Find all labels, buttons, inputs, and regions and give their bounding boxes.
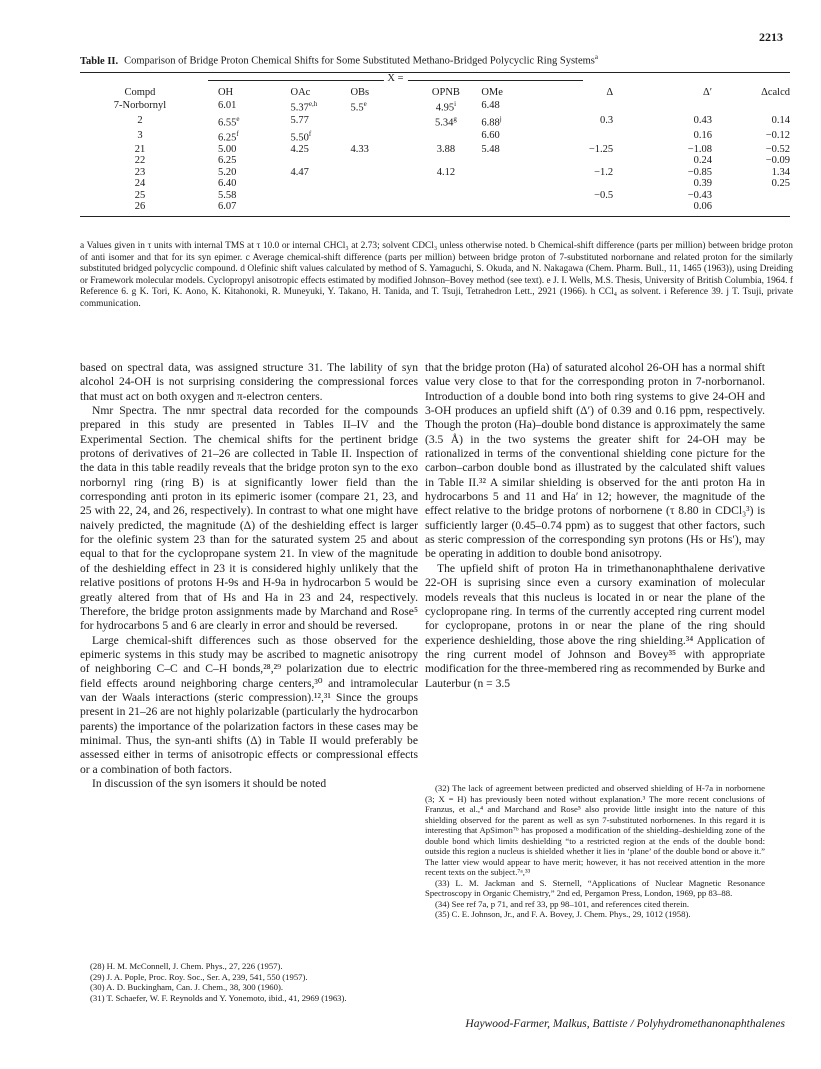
- cell-oh: 6.25$^f$: [217, 129, 239, 143]
- cell-dp: 0.16: [693, 130, 712, 142]
- cell-dp: 0.06: [693, 201, 712, 212]
- cell-obs: [350, 178, 410, 190]
- header-delta: Δ: [606, 87, 614, 98]
- cell-compd: 7-Norbornyl: [113, 100, 167, 112]
- cell-dp: 0.43: [693, 115, 712, 127]
- cell-dp: 0.24: [693, 155, 712, 166]
- cell-ome: 6.48: [481, 100, 500, 112]
- cell-opnb: 3.88: [436, 143, 456, 155]
- cell-dc: 1.34: [771, 166, 790, 178]
- reference: (30) A. D. Buckingham, Can. J. Chem., 38, 300 (1960).: [90, 982, 284, 992]
- cell-ome: [481, 167, 546, 179]
- cell-d: [547, 201, 623, 213]
- data-table: [80, 68, 790, 217]
- paragraph: Large chemical-shift differences such as those observed for the epimeric systems in this study may be ascribed to magnetic anisotropy of neighboring C–C and C–H bonds,²⁸,²⁹ polarization due to electric field effects around neighboring charge centers,³⁰ and intramolecular van der Waals interactions (steric compression).¹²,³¹ Since the groups present in 21–26 are not highly polarizable (particularly the hydrocarbon parents) the importance of the polarization factors in these cases may be minimal. Thus, the syn-anti shifts (Δ) in Table II would preferably be assessed either in terms of anisotropic effects or compressional effects or a combination of both factors.: [80, 633, 418, 776]
- table-row: [80, 167, 790, 179]
- cell-ome: 6.60: [481, 130, 500, 142]
- cell-opnb: [410, 190, 481, 202]
- table-row: [80, 114, 790, 129]
- cell-ome: [481, 190, 546, 202]
- cell-oac: [290, 190, 350, 202]
- cell-obs: [350, 129, 410, 144]
- cell-ome: [481, 155, 546, 167]
- cell-oh: 6.01: [217, 100, 237, 112]
- cell-oac: [290, 201, 350, 213]
- cell-opnb: [410, 129, 481, 144]
- reference: (31) T. Schaefer, W. F. Reynolds and Y. Yonemoto, ibid., 41, 2969 (1963).: [90, 992, 347, 1003]
- cell-oac: 4.25: [290, 143, 309, 155]
- cell-oac: 5.77: [290, 115, 309, 127]
- cell-oh: 6.07: [217, 201, 237, 212]
- cell-dp: 0.39: [693, 178, 712, 189]
- reference: (32) The lack of agreement between predicted and observed shielding of H-7a in norbornene (3; X = H) has previously been noted without explanation.³ The more recent conclusions of Franzus, et al.,⁴ and Marchand and Rose⁵ also provide little insight into the nature of this shielding observed for the parent as well as syn 7-substituted norbornenes. In this regard it is interesting that ApSimon⁷ᵇ has proposed a modification of the shielding–deshielding zone of the double bond which limits deshielding “to a restricted region at the ends of the double bond: outside this region a nucleus is shielded whether it lies in ‘plane’ of the double bond or above it.” The latter view would appear to have merit; however, it has not received attention in the more recent texts on the subject.⁷ᵃ,³³: [425, 783, 765, 877]
- table-row: [80, 155, 790, 167]
- cell-dp: [623, 99, 730, 114]
- reference: (35) C. E. Johnson, Jr., and F. A. Bovey, J. Chem. Phys., 29, 1012 (1958).: [435, 909, 691, 919]
- cell-ome: [481, 178, 546, 190]
- cell-compd: 26: [134, 201, 146, 212]
- header-compd: Compd: [124, 87, 156, 98]
- reference: (33) L. M. Jackman and S. Sternell, “Applications of Nuclear Magnetic Resonance Spectroscopy in Organic Chemistry,” 2nd ed, Pergamon Press, London, 1969, pp 83–88.: [425, 877, 765, 898]
- paragraph: In discussion of the syn isomers it should be noted: [92, 776, 327, 790]
- cell-obs: [350, 155, 410, 167]
- table-title: Comparison of Bridge Proton Chemical Shifts for Some Substituted Methano-Bridged Polycyclic Ring Systems: [124, 55, 595, 67]
- cell-dc: −0.12: [765, 130, 790, 142]
- cell-compd: 3: [137, 130, 143, 142]
- cell-d: [547, 155, 623, 167]
- cell-compd: 22: [134, 155, 146, 166]
- cell-d: −1.25: [588, 143, 614, 155]
- cell-dc: −0.09: [765, 155, 790, 166]
- cell-opnb: 4.12: [436, 166, 456, 178]
- cell-obs: [350, 190, 410, 202]
- cell-oh: 6.55e: [217, 114, 240, 128]
- header-delta-calcd: Δcalcd: [761, 87, 790, 98]
- table-row: [80, 99, 790, 114]
- cell-opnb: 5.34$^g$: [434, 114, 457, 128]
- page-footer: Haywood-Farmer, Malkus, Battiste / Polyhydromethanonaphthalenes: [465, 1018, 785, 1030]
- paragraph: Nmr Spectra. The nmr spectral data recorded for the compounds prepared in this study are presented in Tables II–IV and the Experimental Section. The chemical shifts for the pertinent bridge protons of derivatives of 21–26 are collected in Table II. Inspection of the data in this table readily reveals that the bridge proton syn to the exo norbornyl ring (ring B) is at significantly lower field than the corresponding anti proton in its epimeric isomer (compare 21, 23, and 25 with 22, 24, and 26, respectively). In contrast to what one might have naively predicted, the magnitude (Δ) of the deshielding effect is larger for the olefinic system 23 than for the saturated system 25 and about equal to that for the cyclopropane system 21. In view of the magnitude of the deshielding effect in 23 it is considered highly unlikely that the relative positions of protons H-9s and H-9a in hydrocarbon 5 would be greatly altered from that of Hs and Ha in 23 and 24, respectively. Therefore, the bridge proton assignments made by Marchand and Rose⁵ for hydrocarbons 5 and 6 are clearly in error and should be reversed.: [80, 404, 418, 633]
- cell-dc: [730, 190, 790, 202]
- table-row: [80, 201, 790, 213]
- cell-dc: [730, 99, 790, 114]
- cell-d: −1.2: [594, 166, 614, 178]
- right-column: [425, 361, 765, 691]
- table-title-note: a: [594, 53, 598, 61]
- cell-opnb: [410, 178, 481, 190]
- cell-obs: [350, 201, 410, 213]
- cell-dp: −0.43: [687, 189, 712, 201]
- cell-dc: 0.14: [771, 115, 790, 127]
- table-footnotes: a Values given in τ units with internal TMS at τ 10.0 or internal CHCl₃ at 2.73; solvent CDCl₃ unless otherwise noted. b Chemical-shift difference (parts per million) between bridge proton of anti isomer and that for its syn epimer. c Average chemical-shift difference (parts per million) between bridge proton of 7-substituted norbornane and related proton for the similarly substituted bridged polycyclic compound. d Olefinic shift values calculated by method of S. Yamaguchi, S. Okuda, and N. Nakagawa (Chem. Pharm. Bull., 11, 1465 (1963)), using Dreiding or Framework molecular models. Cyclopropyl anisotropic effects estimated by modified Johnson–Bovey method (see text). e J. I. Wells, M.S. Thesis, University of British Columbia, 1964. f Reference 6. g K. Tori, K. Aono, K. Kitahonoki, R. Muneyuki, Y. Takano, H. Tanida, and T. Tsuji, Tetrahedron Lett., 2921 (1966). h CCl₄ as solvent. i Reference 39. j T. Tsuji, private communication.: [80, 241, 793, 309]
- header-oh: OH: [217, 87, 234, 98]
- cell-d: [547, 129, 623, 144]
- table-row: [80, 129, 790, 144]
- reference: (28) H. M. McConnell, J. Chem. Phys., 27, 226 (1957).: [90, 961, 283, 971]
- cell-compd: 2: [137, 115, 143, 127]
- paragraph: The upfield shift of proton Ha in trimethanonaphthalene derivative 22-OH is suprising since even a cursory examination of molecular models reveals that this nucleus is located in or near the plane of the cyclopropane ring. In terms of the currently accepted ring current model for cyclopropane, protons in or near the plane of the ring should experience deshielding, those above the ring shielding.³⁴ Application of the ring current model of Johnson and Bovey³⁵ with appropriate modification for the three-membered ring as recommended by Burke and Lauterbur (n = 3.5: [425, 561, 765, 690]
- x-header: X =: [208, 73, 583, 87]
- cell-opnb: [410, 155, 481, 167]
- right-references: [425, 783, 765, 920]
- header-oac: OAc: [290, 87, 311, 98]
- cell-oac: [290, 155, 350, 167]
- cell-ome: 5.48: [481, 143, 500, 155]
- header-ome: OMe: [481, 87, 503, 98]
- table-caption: [80, 50, 791, 69]
- header-delta-prime: Δ′: [702, 87, 712, 98]
- cell-dc: −0.52: [765, 143, 790, 155]
- cell-oh: 5.00: [217, 143, 237, 155]
- cell-dc: 0.25: [771, 178, 790, 189]
- cell-dp: −0.85: [687, 166, 712, 178]
- cell-d: 0.3: [600, 115, 614, 127]
- left-references: [80, 961, 418, 1003]
- cell-oac: 4.47: [290, 166, 309, 178]
- page-number: 2213: [759, 30, 783, 44]
- cell-oh: 5.58: [217, 189, 237, 201]
- cell-compd: 21: [134, 143, 146, 155]
- cell-dp: −1.08: [687, 143, 712, 155]
- cell-ome: [481, 201, 546, 213]
- header-obs: OBs: [350, 87, 370, 98]
- paragraph: that the bridge proton (Ha) of saturated alcohol 26-OH has a normal shift value very close to that for the corresponding proton in 7-norbornanol. Introduction of a double bond into both ring systems to give 24-OH and 3-OH produces an upfield shift (Δ′) of 0.39 and 0.16 ppm, respectively. Though the proton (Ha)–double bond distance is approximately the same (3.5 Å) in the two systems the greater shift for 24-OH may be rationalized in terms of the conventional shielding cone picture for the carbon–carbon double bond as illustrated by the calculated shift values in Table II.³² A similar shielding is observed for the anti proton Ha in hydrocarbons 5 and 11 and Ha′ in 12; however, the magnitude of the effect relative to the bridge protons of norbornene (τ 8.80 in CDCl₃³) is sufficiently larger (0.45–0.74 ppm) as to suggest that other factors, such as steric compression of the corresponding syn protons (Hs or Hs′), may be operating in addition to double bond anisotropy.: [425, 361, 765, 561]
- table-row: [80, 178, 790, 190]
- cell-d: −0.5: [594, 189, 614, 201]
- cell-obs: [350, 167, 410, 179]
- cell-opnb: [410, 201, 481, 213]
- cell-oac: 5.50$^f$: [290, 129, 312, 143]
- cell-ome: 6.88$^j$: [481, 114, 502, 128]
- cell-oh: 6.25: [217, 155, 237, 166]
- cell-obs: [350, 114, 410, 129]
- paragraph: based on spectral data, was assigned structure 31. The lability of syn alcohol 24-OH is not surprising considering the compressional forces that must act on both oxygen and π-electron centers.: [80, 361, 418, 403]
- cell-compd: 24: [134, 178, 146, 189]
- cell-opnb: 4.95$^i$: [435, 99, 457, 113]
- cell-d: [547, 99, 623, 114]
- header-opnb: OPNB: [431, 87, 460, 98]
- cell-oh: 5.20: [217, 166, 237, 178]
- cell-oh: 6.40: [217, 178, 237, 189]
- table-label: Table II.: [80, 55, 119, 67]
- cell-oac: [290, 178, 350, 190]
- cell-oac: 5.37$^{e,h}$: [290, 99, 318, 113]
- left-column: [80, 361, 418, 791]
- cell-obs: 4.33: [350, 143, 369, 155]
- table-row: [80, 144, 790, 156]
- cell-obs: 5.5e: [350, 99, 367, 113]
- reference: (34) See ref 7a, p 71, and ref 33, pp 98–101, and references cited therein.: [435, 898, 690, 909]
- table-header-row: [80, 87, 790, 99]
- cell-d: [547, 178, 623, 190]
- cell-dc: [730, 201, 790, 213]
- table-row: [80, 190, 790, 202]
- cell-compd: 25: [134, 189, 146, 201]
- cell-compd: 23: [134, 166, 146, 178]
- reference: (29) J. A. Pople, Proc. Roy. Soc., Ser. A, 239, 541, 550 (1957).: [90, 971, 308, 982]
